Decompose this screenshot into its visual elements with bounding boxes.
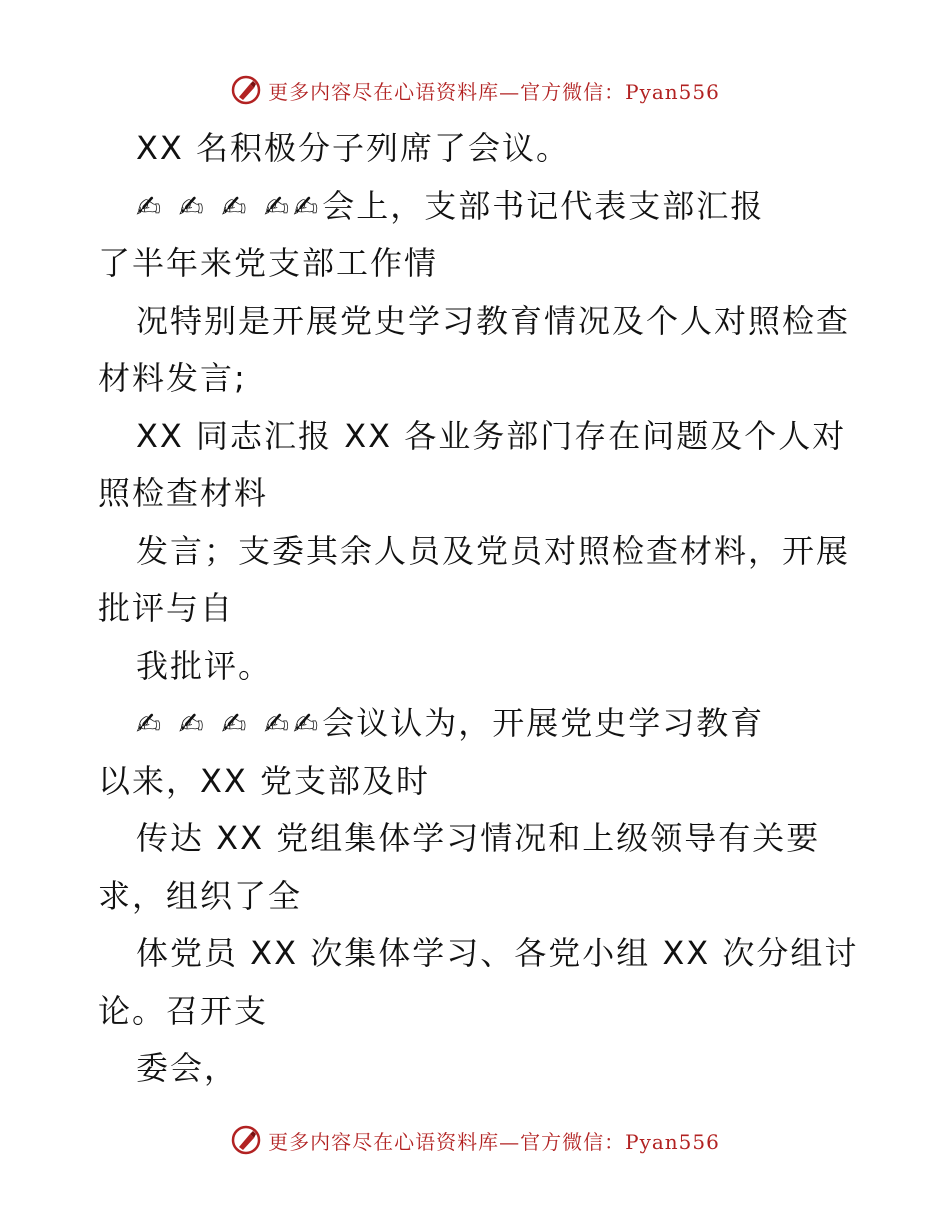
text-line-content: 体党员 XX 次集体学习、各党小组 XX 次分组讨 xyxy=(136,934,859,972)
banner-label: 更多内容尽在心语资料库—官方微信： xyxy=(268,79,626,104)
text-line xyxy=(136,933,858,973)
text-line-content: 以来，XX 党支部及时 xyxy=(98,762,431,800)
text-line-content: 照检查材料 xyxy=(98,474,269,512)
text-line xyxy=(98,588,234,628)
text-line-content: 求，组织了全 xyxy=(98,877,303,915)
text-line xyxy=(98,473,268,513)
text-line xyxy=(98,991,268,1031)
header-banner xyxy=(0,70,950,110)
text-line xyxy=(98,243,438,283)
text-line-content: 我批评。 xyxy=(136,647,273,685)
text-line-content: XX 同志汇报 XX 各业务部门存在问题及个人对 xyxy=(136,417,847,455)
banner-text xyxy=(268,1126,720,1155)
text-line-content: XX 名积极分子列席了会议。 xyxy=(136,129,571,167)
decorative-bullet-icon: ✍ ✍ ✍ ✍✍ xyxy=(136,707,323,742)
text-line-content: 传达 XX 党组集体学习情况和上级领导有关要 xyxy=(136,819,821,857)
banner-wechat-id: Pyan556 xyxy=(625,1129,720,1154)
footer-banner xyxy=(0,1120,950,1160)
text-line-content: 会议认为，开展党史学习教育 xyxy=(322,704,765,742)
decorative-bullet-icon: ✍ ✍ ✍ ✍✍ xyxy=(136,190,323,225)
text-line xyxy=(136,186,764,226)
text-line xyxy=(98,761,430,801)
text-line xyxy=(136,416,846,456)
text-line xyxy=(98,358,247,398)
banner-text xyxy=(268,76,720,105)
text-line-content: 况特别是开展党史学习教育情况及个人对照检查 xyxy=(136,302,851,340)
text-line-content: 材料发言; xyxy=(98,359,247,397)
text-line xyxy=(136,703,764,743)
text-line xyxy=(136,301,850,341)
pen-seal-icon xyxy=(230,74,262,106)
text-line xyxy=(136,531,850,571)
text-line xyxy=(136,646,272,686)
text-line xyxy=(136,818,820,858)
text-line xyxy=(136,1048,238,1088)
text-line-content: 委会， xyxy=(136,1049,239,1087)
banner-label: 更多内容尽在心语资料库—官方微信： xyxy=(268,1129,626,1154)
text-line xyxy=(98,876,302,916)
text-line xyxy=(136,128,570,168)
banner-wechat-id: Pyan556 xyxy=(625,79,720,104)
text-line-content: 了半年来党支部工作情 xyxy=(98,244,439,282)
text-line-content: 发言；支委其余人员及党员对照检查材料，开展 xyxy=(136,532,851,570)
pen-seal-icon xyxy=(230,1124,262,1156)
text-line-content: 论。召开支 xyxy=(98,992,269,1030)
text-line-content: 会上，支部书记代表支部汇报 xyxy=(322,187,765,225)
text-line-content: 批评与自 xyxy=(98,589,235,627)
